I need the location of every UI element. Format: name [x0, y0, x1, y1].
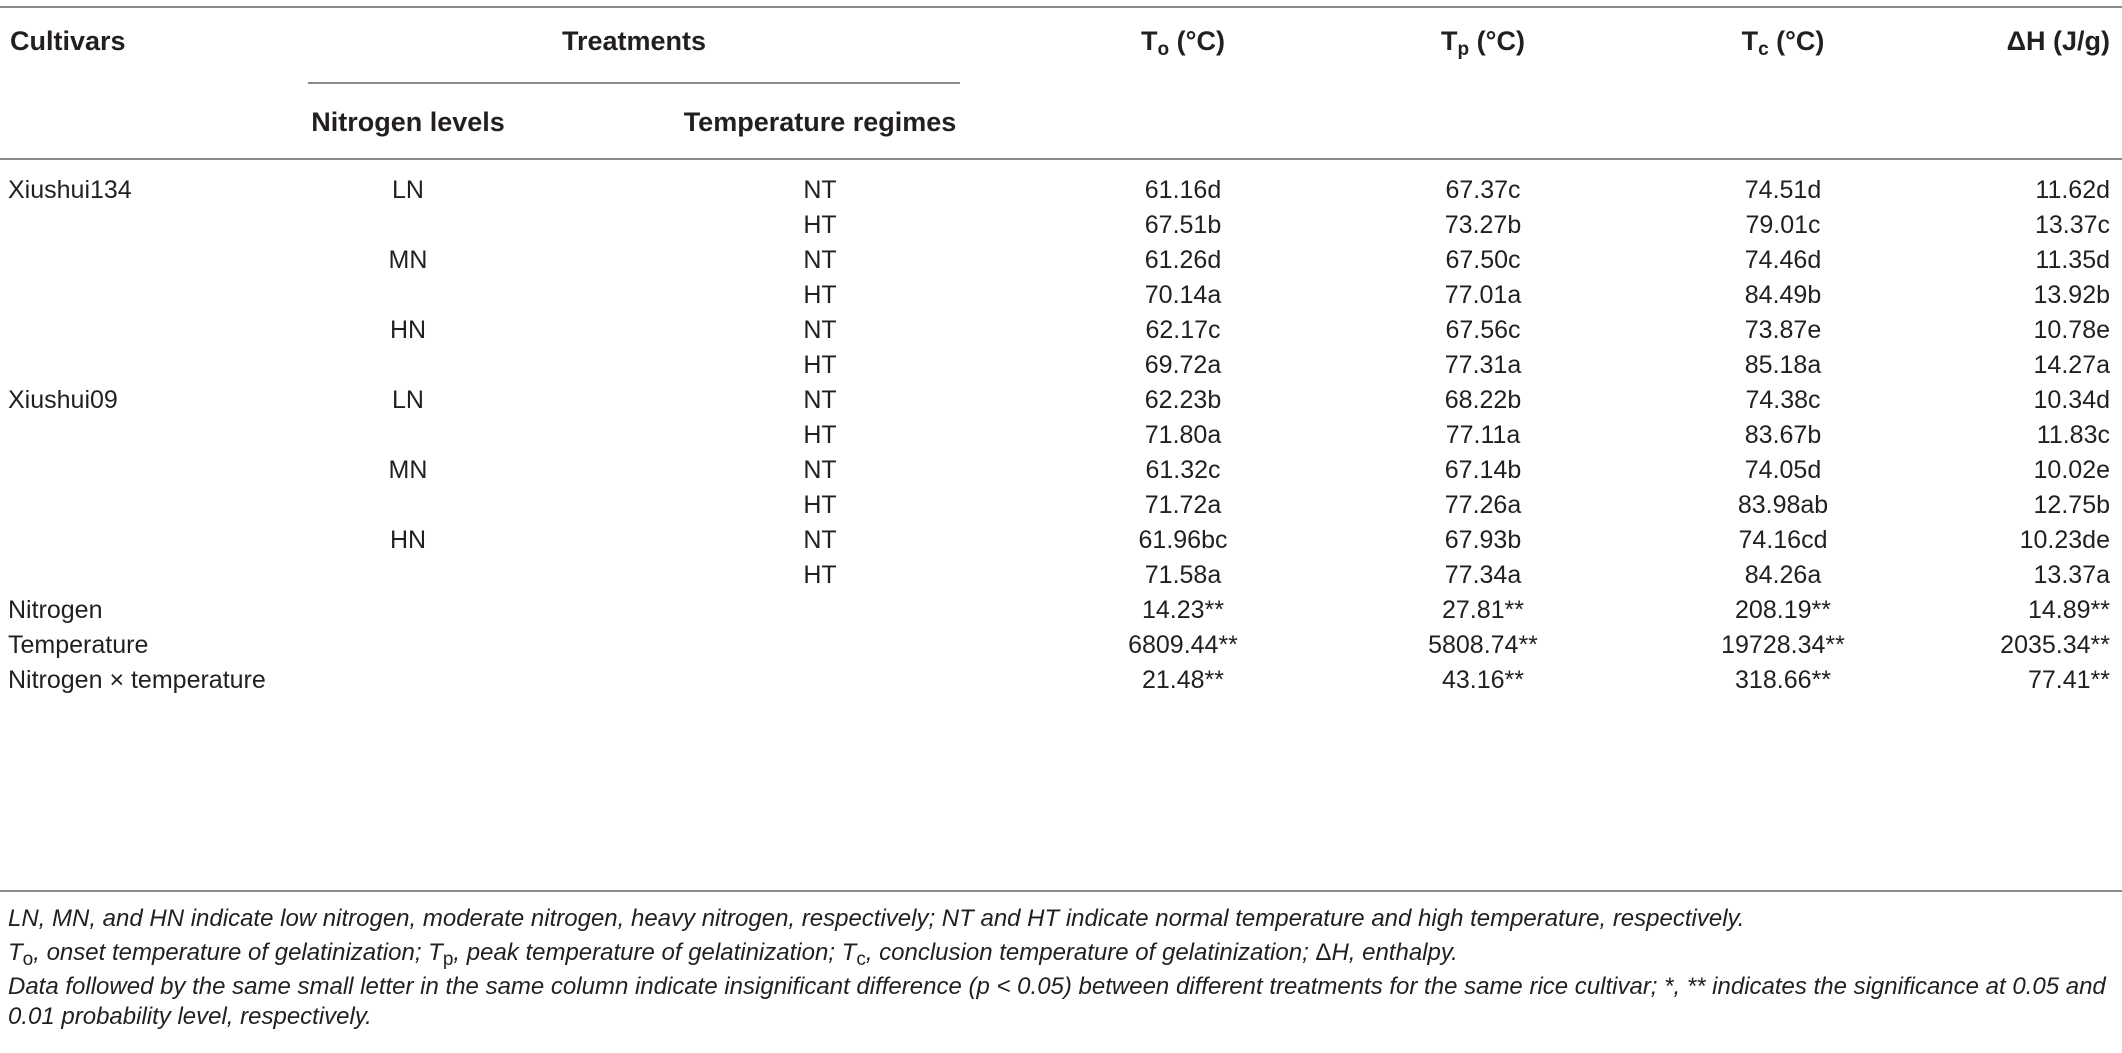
cell-conclusion-temperature: 84.26a	[1744, 561, 1822, 589]
cell-onset-temperature: 62.23b	[1144, 386, 1222, 414]
cell-temperature-regime: NT	[803, 526, 837, 554]
cell-cultivar: Xiushui09	[8, 386, 118, 414]
treatments-span-rule	[308, 82, 960, 84]
cell-onset-temperature: 71.58a	[1144, 561, 1222, 589]
cell-enthalpy: 11.62d	[2035, 176, 2110, 204]
cell-enthalpy: 10.23de	[2019, 526, 2110, 554]
cell-peak-temperature: 67.37c	[1445, 176, 1521, 204]
footnote-significance: Data followed by the same small letter in the same column indicate insignificant difference (p < 0.05) between different treatments for the same rice cultivar; *, ** indicates the significance at 0.05 and 0.01 probability level, respectively.	[8, 973, 2106, 1030]
cell-onset-temperature: 70.14a	[1144, 281, 1222, 309]
cell-cultivar: Temperature	[8, 631, 149, 659]
cell-onset-temperature: 71.80a	[1144, 421, 1222, 449]
cell-enthalpy: 13.37c	[2034, 211, 2110, 239]
header-tc	[1668, 26, 1898, 60]
cell-nitrogen-level: HN	[389, 316, 427, 344]
cell-peak-temperature: 5808.74**	[1428, 631, 1538, 659]
cell-enthalpy: 11.35d	[2035, 246, 2110, 274]
cell-temperature-regime: HT	[803, 281, 837, 309]
cell-temperature-regime: HT	[803, 211, 837, 239]
cell-peak-temperature: 27.81**	[1441, 596, 1525, 624]
header-tc-unit: (°C)	[1768, 26, 1825, 56]
cell-peak-temperature: 77.11a	[1445, 421, 1521, 449]
cell-nitrogen-level: MN	[388, 246, 428, 274]
header-to-unit: (°C)	[1169, 26, 1225, 56]
cell-onset-temperature: 61.96bc	[1138, 526, 1228, 554]
cell-enthalpy: 13.37a	[2033, 561, 2110, 589]
footnote-delta-symbol: Δ	[1315, 939, 1332, 966]
cell-enthalpy: 13.92b	[2033, 281, 2110, 309]
header-to	[1068, 26, 1298, 60]
header-tp	[1368, 26, 1598, 60]
cell-peak-temperature: 77.01a	[1444, 281, 1522, 309]
cell-onset-temperature: 61.32c	[1145, 456, 1221, 484]
footnote-tc-sub: c	[856, 949, 866, 970]
cell-enthalpy: 14.27a	[2033, 351, 2110, 379]
cell-temperature-regime: NT	[803, 386, 837, 414]
cell-onset-temperature: 71.72a	[1144, 491, 1222, 519]
cell-temperature-regime: HT	[803, 421, 837, 449]
table-bottom-rule	[0, 890, 2122, 892]
cell-peak-temperature: 67.93b	[1444, 526, 1522, 554]
cell-enthalpy: 12.75b	[2033, 491, 2110, 519]
footnote-to-main: T	[8, 939, 23, 966]
cell-conclusion-temperature: 74.51d	[1744, 176, 1822, 204]
cell-peak-temperature: 77.34a	[1444, 561, 1522, 589]
cell-peak-temperature: 43.16**	[1441, 666, 1525, 694]
cell-temperature-regime: NT	[803, 246, 837, 274]
cell-onset-temperature: 62.17c	[1145, 316, 1221, 344]
header-tc-main: T	[1741, 26, 1759, 56]
footnote-abbreviations: LN, MN, and HN indicate low nitrogen, moderate nitrogen, heavy nitrogen, respectively; NT and HT indicate normal temperature and high temperature, respectively.	[8, 905, 1745, 932]
cell-temperature-regime: NT	[803, 176, 837, 204]
cell-enthalpy: 10.34d	[2033, 386, 2110, 414]
cell-conclusion-temperature: 73.87e	[1744, 316, 1822, 344]
cell-peak-temperature: 77.31a	[1444, 351, 1522, 379]
cell-onset-temperature: 21.48**	[1141, 666, 1225, 694]
cell-nitrogen-level: LN	[392, 176, 424, 204]
cell-onset-temperature: 61.16d	[1144, 176, 1222, 204]
footnote-symbols	[8, 938, 2108, 970]
cell-conclusion-temperature: 19728.34**	[1721, 631, 1845, 659]
cell-cultivar: Nitrogen	[8, 596, 103, 624]
cell-onset-temperature: 61.26d	[1144, 246, 1222, 274]
cell-enthalpy: 77.41**	[2027, 666, 2110, 694]
cell-conclusion-temperature: 74.38c	[1745, 386, 1821, 414]
footnote-tc-main: T	[841, 939, 857, 966]
header-tp-main: T	[1441, 26, 1458, 56]
cell-temperature-regime: NT	[803, 456, 837, 484]
header-tp-unit: (°C)	[1469, 26, 1525, 56]
header-tp-sub: p	[1457, 39, 1470, 60]
cell-conclusion-temperature: 84.49b	[1744, 281, 1822, 309]
header-to-main: T	[1141, 26, 1158, 56]
cell-peak-temperature: 67.14b	[1444, 456, 1522, 484]
cell-enthalpy: 11.83c	[2036, 421, 2110, 449]
footnote-to-text: , onset temperature of gelatinization;	[33, 939, 429, 966]
cell-enthalpy: 10.78e	[2033, 316, 2110, 344]
header-delta-h: ΔH (J/g)	[2006, 26, 2110, 56]
cell-peak-temperature: 73.27b	[1444, 211, 1522, 239]
table-top-rule	[0, 6, 2122, 8]
header-nitrogen-levels: Nitrogen levels	[311, 107, 505, 137]
header-cultivars: Cultivars	[10, 26, 126, 56]
cell-nitrogen-level: LN	[392, 386, 424, 414]
cell-onset-temperature: 14.23**	[1141, 596, 1225, 624]
header-treatments: Treatments	[561, 26, 707, 56]
cell-enthalpy: 2035.34**	[2000, 631, 2110, 659]
footnote-tc-text: , conclusion temperature of gelatinization;	[865, 939, 1316, 966]
cell-onset-temperature: 6809.44**	[1128, 631, 1238, 659]
cell-onset-temperature: 69.72a	[1144, 351, 1222, 379]
cell-conclusion-temperature: 83.98ab	[1737, 491, 1829, 519]
footnote-tp-text: , peak temperature of gelatinization;	[453, 939, 842, 966]
cell-nitrogen-level: HN	[389, 526, 427, 554]
cell-conclusion-temperature: 74.46d	[1744, 246, 1822, 274]
cell-conclusion-temperature: 83.67b	[1744, 421, 1822, 449]
cell-peak-temperature: 67.56c	[1445, 316, 1521, 344]
cell-enthalpy: 14.89**	[2027, 596, 2110, 624]
cell-onset-temperature: 67.51b	[1144, 211, 1222, 239]
cell-peak-temperature: 67.50c	[1445, 246, 1521, 274]
cell-cultivar: Xiushui134	[8, 176, 132, 204]
header-tc-sub: c	[1758, 39, 1769, 60]
cell-temperature-regime: HT	[803, 561, 837, 589]
cell-nitrogen-level: MN	[388, 456, 428, 484]
cell-conclusion-temperature: 85.18a	[1744, 351, 1822, 379]
cell-conclusion-temperature: 74.05d	[1744, 456, 1822, 484]
header-bottom-rule	[0, 158, 2122, 160]
footnote-tp-sub: p	[442, 949, 454, 970]
header-temperature-regimes: Temperature regimes	[683, 107, 957, 137]
footnote-tp-main: T	[428, 939, 443, 966]
cell-conclusion-temperature: 208.19**	[1735, 596, 1831, 624]
cell-conclusion-temperature: 74.16cd	[1738, 526, 1828, 554]
cell-enthalpy: 10.02e	[2033, 456, 2110, 484]
cell-temperature-regime: HT	[803, 351, 837, 379]
header-to-sub: o	[1157, 39, 1170, 60]
cell-conclusion-temperature: 318.66**	[1735, 666, 1831, 694]
cell-conclusion-temperature: 79.01c	[1745, 211, 1821, 239]
footnote-dh-text: H, enthalpy.	[1331, 939, 1458, 966]
cell-temperature-regime: HT	[803, 491, 837, 519]
cell-temperature-regime: NT	[803, 316, 837, 344]
footnote-to-sub: o	[22, 949, 34, 970]
cell-cultivar: Nitrogen × temperature	[8, 666, 266, 694]
cell-peak-temperature: 68.22b	[1444, 386, 1522, 414]
cell-peak-temperature: 77.26a	[1444, 491, 1522, 519]
